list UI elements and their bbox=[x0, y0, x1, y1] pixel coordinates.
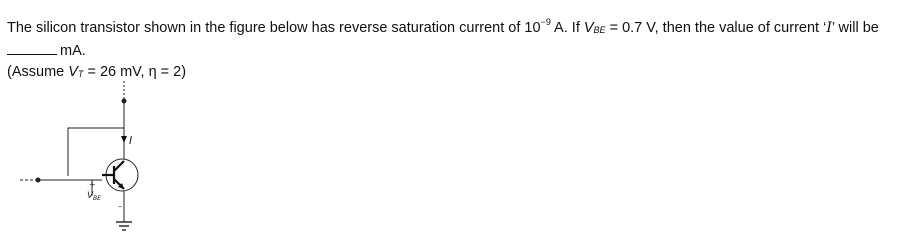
question-intro: The silicon transistor shown in the figure below has reverse saturation current of 10 bbox=[7, 20, 541, 36]
vbe-label: V bbox=[87, 191, 94, 201]
question-text bbox=[7, 12, 892, 85]
answer-unit: mA. bbox=[60, 43, 86, 59]
circuit-diagram bbox=[20, 78, 170, 243]
current-label: I bbox=[129, 134, 133, 147]
exponent: −9 bbox=[540, 17, 551, 27]
plus-label: + bbox=[89, 180, 96, 189]
question-if: A. If bbox=[550, 20, 584, 36]
answer-blank bbox=[7, 42, 57, 55]
circuit-figure bbox=[20, 78, 170, 243]
input-terminal-dot bbox=[36, 178, 41, 183]
question-line-1 bbox=[7, 12, 892, 41]
question-then: = 0.7 V, then the value of current ‘ bbox=[605, 20, 827, 36]
collector-lead bbox=[114, 161, 124, 171]
assume-prefix: (Assume bbox=[7, 64, 69, 80]
ground-icon bbox=[116, 222, 132, 230]
current-arrow-icon bbox=[121, 136, 127, 143]
vt-symbol: V bbox=[68, 64, 78, 80]
vbe-subscript: BE bbox=[593, 25, 606, 35]
vbe-sub-label: BE bbox=[93, 195, 101, 202]
question-line-2 bbox=[7, 41, 892, 62]
top-terminal-dot bbox=[122, 99, 127, 104]
assume-suffix: = 26 mV, η = 2) bbox=[83, 64, 187, 80]
question-will-be: ’ will be bbox=[831, 20, 879, 36]
vbe-symbol: V bbox=[583, 20, 594, 36]
current-symbol: I bbox=[826, 20, 832, 36]
vt-subscript: T bbox=[77, 69, 84, 79]
minus-label: – bbox=[118, 202, 122, 211]
